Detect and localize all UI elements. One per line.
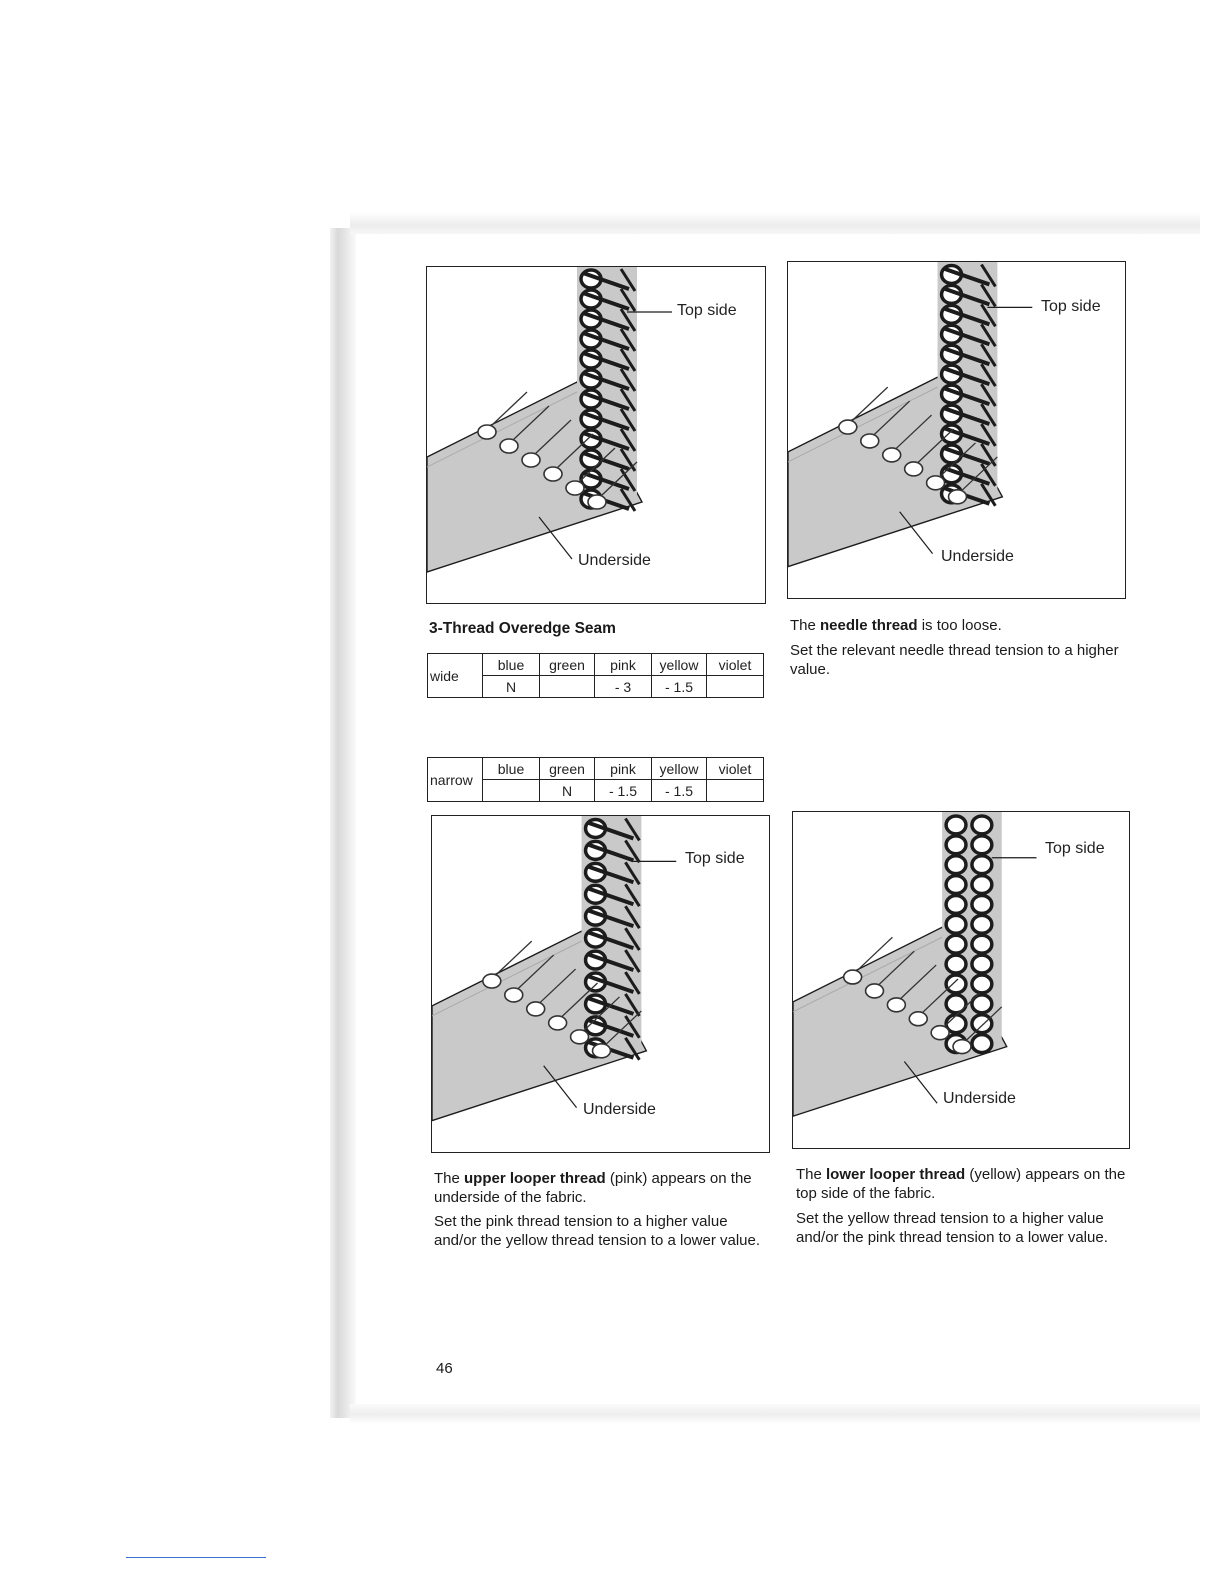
- edge-loop: [588, 495, 606, 509]
- caption-upper-looper: The upper looper thread (pink) appears on the underside of the fabric.: [434, 1170, 752, 1206]
- top-side-label: Top side: [685, 850, 745, 867]
- table-cell: N: [540, 780, 595, 802]
- tension-table-wide: [427, 653, 764, 698]
- edge-loop: [566, 481, 584, 495]
- stitch-loop: [972, 1015, 992, 1033]
- edge-loop: [505, 988, 523, 1002]
- table-row-label: wide: [428, 654, 483, 698]
- bottom-rule: [126, 1557, 266, 1558]
- page-edge-shadow-left: [330, 228, 356, 1418]
- advice-lower-looper: Set the yellow thread tension to a higher value and/or the pink thread tension to a lower value.: [796, 1210, 1108, 1246]
- underside-label: Underside: [941, 548, 1014, 565]
- stitch-loop: [946, 935, 966, 953]
- stitch-loop: [972, 935, 992, 953]
- stitch-loop: [946, 896, 966, 914]
- table-header: blue: [483, 654, 540, 676]
- table-cell: N: [483, 676, 540, 698]
- stitch-loop: [946, 995, 966, 1013]
- table-header: pink: [595, 654, 652, 676]
- table-cell: [707, 780, 764, 802]
- table-cell: - 1.5: [652, 780, 707, 802]
- section-heading: 3-Thread Overedge Seam: [429, 620, 616, 637]
- edge-loop: [571, 1030, 589, 1044]
- underside-label: Underside: [583, 1101, 656, 1118]
- edge-loop: [949, 490, 967, 504]
- edge-loop: [844, 970, 862, 984]
- underside-label: Underside: [943, 1090, 1016, 1107]
- edge-loop: [500, 439, 518, 453]
- edge-loop: [549, 1016, 567, 1030]
- table-header: yellow: [652, 758, 707, 780]
- figure-bottom-left: [431, 815, 770, 1153]
- stitch-loop: [972, 896, 992, 914]
- stitch-loop: [946, 856, 966, 874]
- edge-loop: [544, 467, 562, 481]
- edge-loop: [931, 1026, 949, 1040]
- stitch-loop: [946, 816, 966, 834]
- stitch-loop: [946, 975, 966, 993]
- table-row-label: narrow: [428, 758, 483, 802]
- table-header: violet: [707, 758, 764, 780]
- edge-loop: [483, 974, 501, 988]
- stitch-loop: [972, 876, 992, 894]
- table-header: yellow: [652, 654, 707, 676]
- edge-loop: [522, 453, 540, 467]
- stitch-loop: [946, 915, 966, 933]
- stitch-loop: [946, 836, 966, 854]
- edge-loop: [887, 998, 905, 1012]
- tension-table-narrow: [427, 757, 764, 802]
- stitch-loop: [946, 876, 966, 894]
- top-side-label: Top side: [1041, 298, 1101, 315]
- caption-lower-looper: The lower looper thread (yellow) appears on the top side of the fabric.: [796, 1166, 1126, 1202]
- table-header: violet: [707, 654, 764, 676]
- stitch-loop: [972, 955, 992, 973]
- table-cell: - 3: [595, 676, 652, 698]
- edge-loop: [478, 425, 496, 439]
- edge-loop: [866, 984, 884, 998]
- top-side-label: Top side: [1045, 840, 1105, 857]
- table-cell: [540, 676, 595, 698]
- advice-upper-looper: Set the pink thread tension to a higher value and/or the yellow thread tension to a lower value.: [434, 1213, 761, 1249]
- table-header: blue: [483, 758, 540, 780]
- page-number: 46: [436, 1360, 453, 1377]
- edge-loop: [593, 1044, 611, 1058]
- table-header: pink: [595, 758, 652, 780]
- edge-loop: [953, 1040, 971, 1054]
- table-cell: - 1.5: [652, 676, 707, 698]
- table-header: green: [540, 654, 595, 676]
- top-side-label: Top side: [677, 302, 737, 319]
- underside-label: Underside: [578, 552, 651, 569]
- stitch-loop: [972, 816, 992, 834]
- edge-loop: [883, 448, 901, 462]
- advice-needle-thread: Set the relevant needle thread tension to a higher value.: [790, 642, 1119, 678]
- edge-loop: [927, 476, 945, 490]
- stitch-loop: [972, 856, 992, 874]
- table-cell: [483, 780, 540, 802]
- stitch-loop: [972, 1035, 992, 1053]
- table-cell: - 1.5: [595, 780, 652, 802]
- edge-loop: [905, 462, 923, 476]
- stitch-loop: [972, 915, 992, 933]
- figure-top-left: [426, 266, 766, 604]
- edge-loop: [839, 420, 857, 434]
- stitch-loop: [946, 955, 966, 973]
- edge-loop: [909, 1012, 927, 1026]
- stitch-loop: [972, 975, 992, 993]
- figure-bottom-right: [792, 811, 1130, 1149]
- caption-needle-thread: The needle thread is too loose.: [790, 617, 1002, 634]
- edge-loop: [527, 1002, 545, 1016]
- figure-top-right: [787, 261, 1126, 599]
- edge-loop: [861, 434, 879, 448]
- page-edge-shadow-bottom: [350, 1404, 1200, 1424]
- stitch-loop: [972, 836, 992, 854]
- table-header: green: [540, 758, 595, 780]
- page-edge-shadow-top: [350, 212, 1200, 234]
- table-cell: [707, 676, 764, 698]
